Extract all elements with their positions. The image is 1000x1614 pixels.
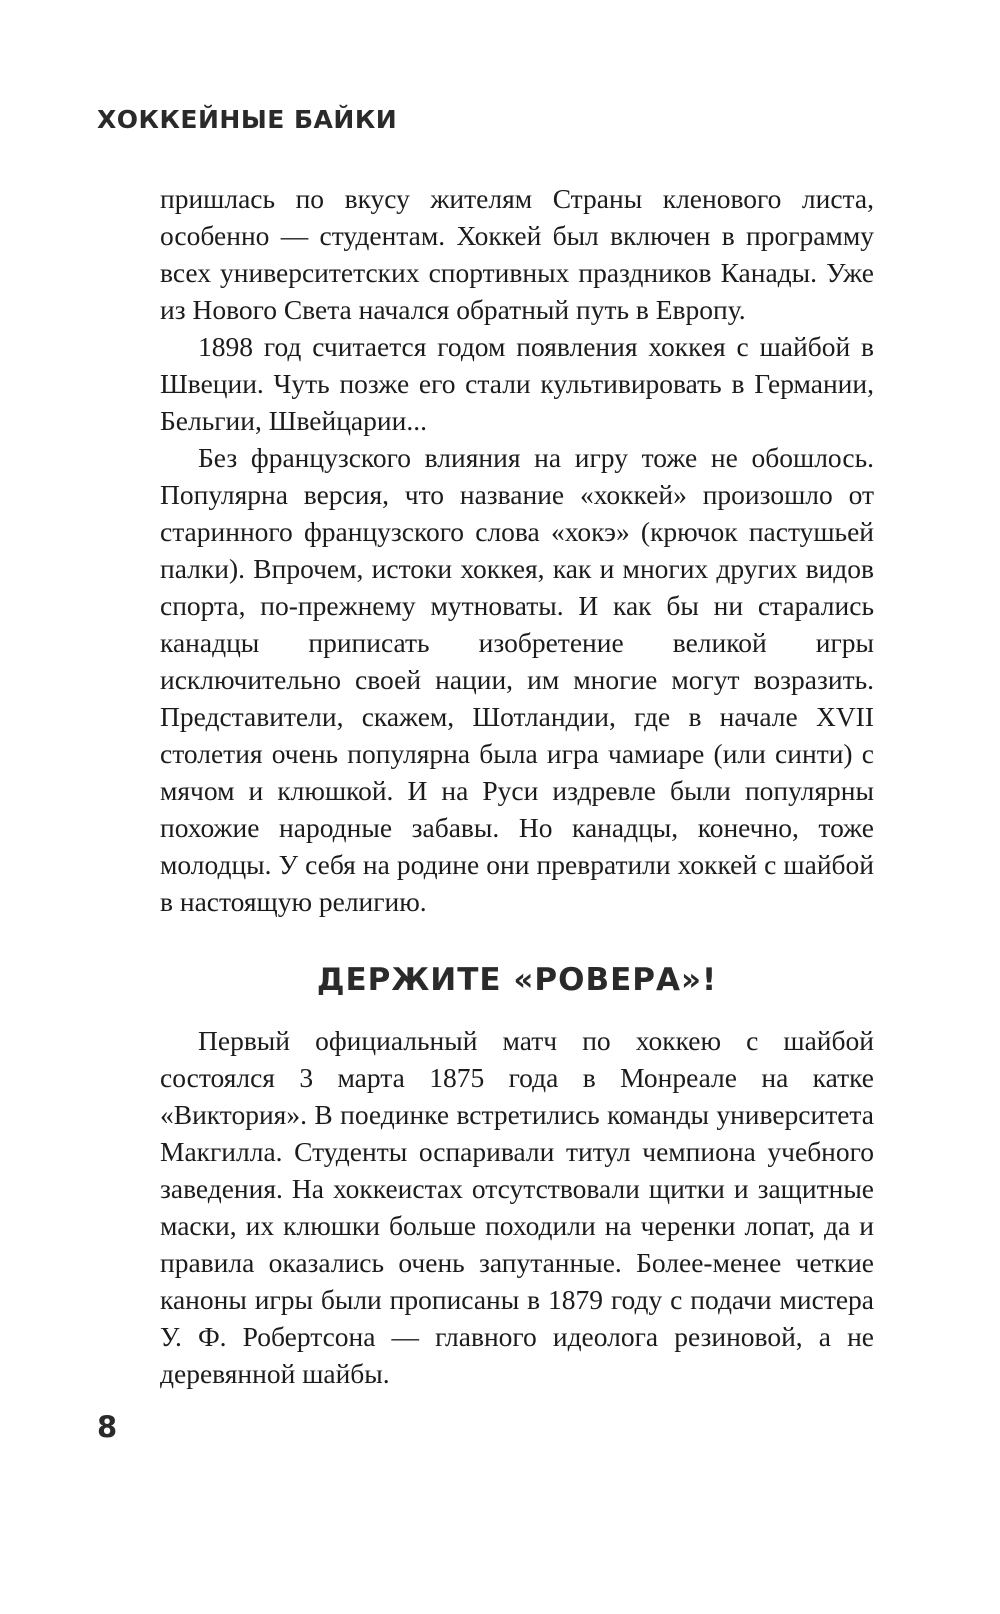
body-text-section-2 xyxy=(160,1022,874,1392)
paragraph: Первый официальный матч по хоккею с шайбой состоялся 3 марта 1875 года в Монреале на катке «Виктория». В поединке встретились команды университета Макгилла. Студенты оспаривали титул чемпиона учебного заведения. На хоккеистах отсутствовали щитки и защитные маски, их клюшки больше походили на черенки лопат, да и правила оказались очень запутанные. Более-менее четкие каноны игры были прописаны в 1879 году с подачи мистера У. Ф. Робертсона — главного идеолога резиновой, а не деревянной шайбы. xyxy=(160,1025,874,1389)
running-head-title: ХОККЕЙНЫЕ БАЙКИ xyxy=(97,105,398,134)
body-text-section-1 xyxy=(160,180,874,920)
paragraph: 1898 год считается годом появления хоккея с шайбой в Швеции. Чуть позже его стали культивировать в Германии, Бельгии, Швейцарии... xyxy=(160,331,874,436)
page-number: 8 xyxy=(97,1410,118,1444)
section-heading: ДЕРЖИТЕ «РОВЕРА»! xyxy=(316,962,718,998)
paragraph: Без французского влияния на игру тоже не обошлось. Популярна версия, что название «хоккей» произошло от старинного французского слова «хокэ» (крючок пастушьей палки). Впрочем, истоки хоккея, как и многих других видов спорта, по-прежнему мутноваты. И как бы ни старались канадцы приписать изобретение великой игры исключительно своей нации, им многие могут возразить. Представители, скажем, Шотландии, где в начале XVII столетия очень популярна была игра чамиаре (или синти) с мячом и клюшкой. И на Руси издревле были популярны похожие народные забавы. Но канадцы, конечно, тоже молодцы. У себя на родине они превратили хоккей с шайбой в настоящую религию. xyxy=(160,442,874,917)
paragraph: пришлась по вкусу жителям Страны кленового листа, особенно — студентам. Хоккей был включен в программу всех университетских спортивных праздников Канады. Уже из Нового Света начался обратный путь в Европу. xyxy=(160,183,874,325)
